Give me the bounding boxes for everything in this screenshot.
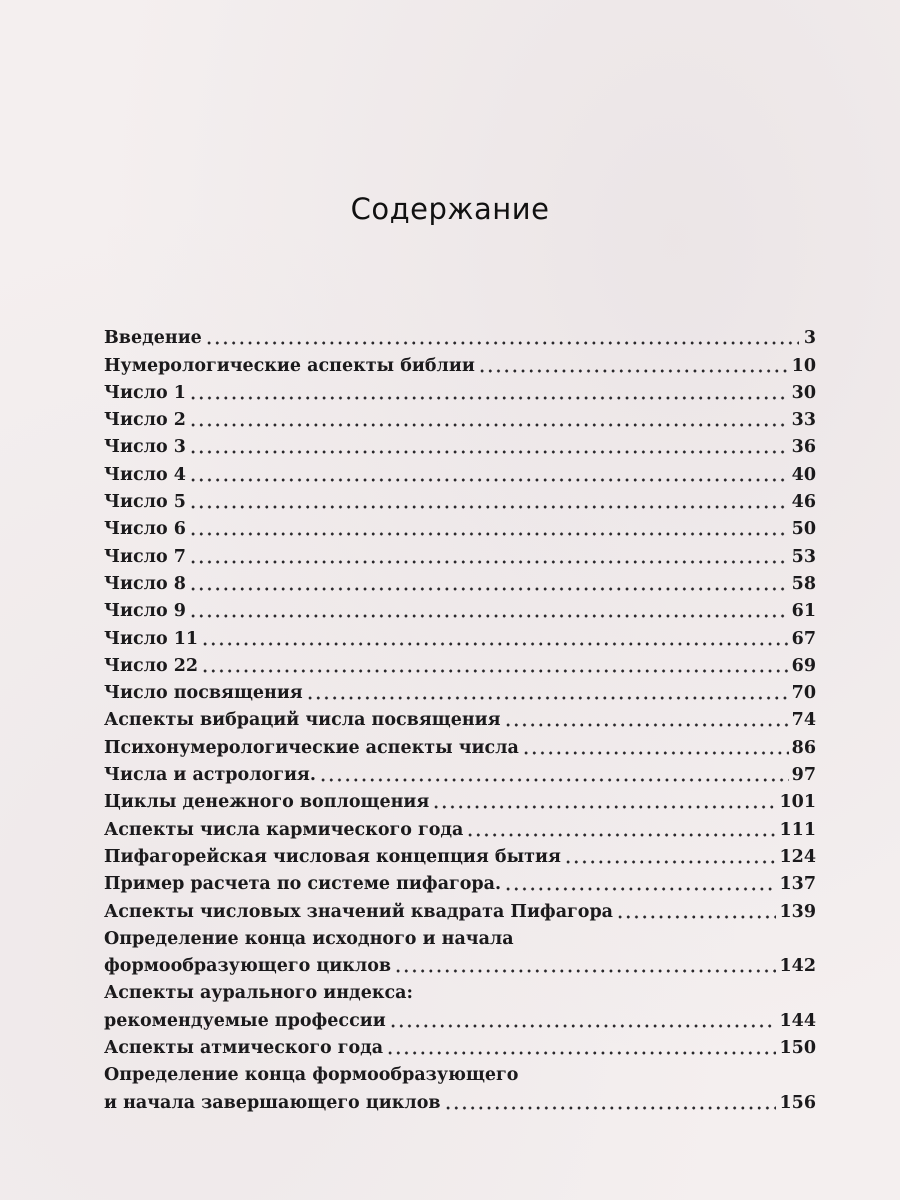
toc-entry-page: 150: [779, 1038, 816, 1059]
toc-entry: [104, 430, 816, 457]
toc-entry: [104, 1085, 816, 1112]
dot-leader: [616, 899, 776, 919]
toc-entry-label: и начала завершающего циклов: [104, 1092, 441, 1113]
toc-entry: [104, 1003, 816, 1030]
toc-entry-page: 53: [791, 546, 816, 567]
dot-leader: [189, 462, 789, 482]
dot-leader: [432, 789, 776, 809]
toc-entry-first-line: [104, 922, 816, 949]
dot-leader: [189, 544, 789, 564]
toc-entry: [104, 840, 816, 867]
dot-leader: [444, 1090, 777, 1110]
toc-entry-label: Аспекты атмического года: [104, 1038, 384, 1059]
dot-leader: [394, 953, 776, 973]
toc-entry-page: 33: [791, 410, 816, 431]
page-title: Содержание: [350, 192, 550, 226]
dot-leader: [466, 817, 776, 837]
toc-entry: [104, 567, 816, 594]
table-of-contents: [104, 321, 816, 1113]
toc-entry-label: Число 7: [104, 546, 186, 567]
toc-entry-first-line: [104, 976, 816, 1003]
toc-entry-label: Пример расчета по системе пифагора.: [104, 874, 502, 895]
toc-entry: [104, 949, 816, 976]
toc-entry-page: 50: [791, 519, 816, 540]
toc-entry-label-line1: Определение конца исходного и начала: [104, 928, 514, 949]
toc-entry-page: 139: [779, 901, 816, 922]
toc-entry: [104, 512, 816, 539]
toc-entry-label: Число 2: [104, 410, 186, 431]
dot-leader: [189, 380, 789, 400]
dot-leader: [522, 735, 789, 755]
toc-entry-page: 30: [791, 382, 816, 403]
toc-entry: [104, 1031, 816, 1058]
toc-entry-label-line1: Определение конца формообразующего: [104, 1065, 519, 1086]
toc-entry: [104, 703, 816, 730]
toc-entry-page: 74: [791, 710, 816, 731]
dot-leader: [478, 353, 789, 373]
toc-entry-label: Число 3: [104, 437, 186, 458]
toc-entry-label: Число 11: [104, 628, 199, 649]
toc-entry-page: 10: [791, 355, 816, 376]
dot-leader: [306, 680, 789, 700]
toc-entry-label: формообразующего циклов: [104, 956, 392, 977]
dot-leader: [504, 871, 776, 891]
toc-entry-label: Число посвящения: [104, 683, 303, 704]
toc-entry-label: Число 8: [104, 573, 186, 594]
toc-entry: [104, 894, 816, 921]
toc-entry-label: Число 22: [104, 655, 199, 676]
dot-leader: [564, 844, 777, 864]
toc-entry-page: 144: [779, 1010, 816, 1031]
toc-entry-page: 101: [779, 792, 816, 813]
toc-entry-page: 142: [779, 956, 816, 977]
toc-entry-page: 86: [791, 737, 816, 758]
toc-entry-label: Аспекты вибраций числа посвящения: [104, 710, 501, 731]
toc-entry-label: Нумерологические аспекты библии: [104, 355, 475, 376]
dot-leader: [389, 1008, 777, 1028]
toc-entry-page: 61: [791, 601, 816, 622]
toc-entry: [104, 348, 816, 375]
dot-leader: [189, 571, 789, 591]
dot-leader: [189, 516, 789, 536]
dot-leader: [201, 653, 789, 673]
toc-entry: [104, 485, 816, 512]
toc-entry-label: Циклы денежного воплощения: [104, 792, 430, 813]
toc-entry: [104, 758, 816, 785]
toc-entry-first-line: [104, 1058, 816, 1085]
toc-entry: [104, 594, 816, 621]
dot-leader: [189, 489, 789, 509]
toc-entry-page: 156: [779, 1092, 816, 1113]
dot-leader: [504, 707, 789, 727]
dot-leader: [189, 598, 789, 618]
toc-entry: [104, 539, 816, 566]
toc-entry: [104, 403, 816, 430]
dot-leader: [319, 762, 789, 782]
toc-entry-page: 3: [803, 328, 816, 349]
toc-entry: [104, 730, 816, 757]
toc-entry: [104, 457, 816, 484]
toc-entry-page: 97: [791, 765, 816, 786]
toc-entry-label-line1: Аспекты аурального индекса:: [104, 983, 413, 1004]
toc-entry: [104, 785, 816, 812]
toc-entry: [104, 376, 816, 403]
dot-leader: [386, 1035, 776, 1055]
dot-leader: [189, 407, 789, 427]
toc-entry-label: Числа и астрология.: [104, 765, 316, 786]
toc-entry: [104, 676, 816, 703]
dot-leader: [201, 626, 789, 646]
toc-entry-label: Число 4: [104, 464, 186, 485]
toc-entry-page: 69: [791, 655, 816, 676]
toc-entry-label: Число 5: [104, 492, 186, 513]
toc-entry-page: 124: [779, 846, 816, 867]
toc-entry-label: Введение: [104, 328, 202, 349]
toc-entry: [104, 621, 816, 648]
toc-entry-page: 67: [791, 628, 816, 649]
toc-entry-page: 36: [791, 437, 816, 458]
toc-entry: [104, 649, 816, 676]
toc-entry-label: Число 1: [104, 382, 186, 403]
toc-entry-label: рекомендуемые профессии: [104, 1010, 386, 1031]
toc-entry-page: 137: [779, 874, 816, 895]
toc-entry-page: 70: [791, 683, 816, 704]
toc-entry-page: 111: [779, 819, 816, 840]
toc-entry-label: Число 9: [104, 601, 186, 622]
toc-entry: [104, 321, 816, 348]
toc-entry-page: 40: [791, 464, 816, 485]
toc-entry-label: Число 6: [104, 519, 186, 540]
toc-entry-label: Аспекты числа кармического года: [104, 819, 464, 840]
toc-entry-label: Аспекты числовых значений квадрата Пифагора: [104, 901, 614, 922]
toc-entry-label: Пифагорейская числовая концепция бытия: [104, 846, 561, 867]
toc-entry-page: 46: [791, 492, 816, 513]
toc-entry-label: Психонумерологические аспекты числа: [104, 737, 519, 758]
toc-entry-page: 58: [791, 573, 816, 594]
toc-entry: [104, 867, 816, 894]
dot-leader: [205, 325, 799, 345]
dot-leader: [189, 434, 789, 454]
toc-entry: [104, 812, 816, 839]
